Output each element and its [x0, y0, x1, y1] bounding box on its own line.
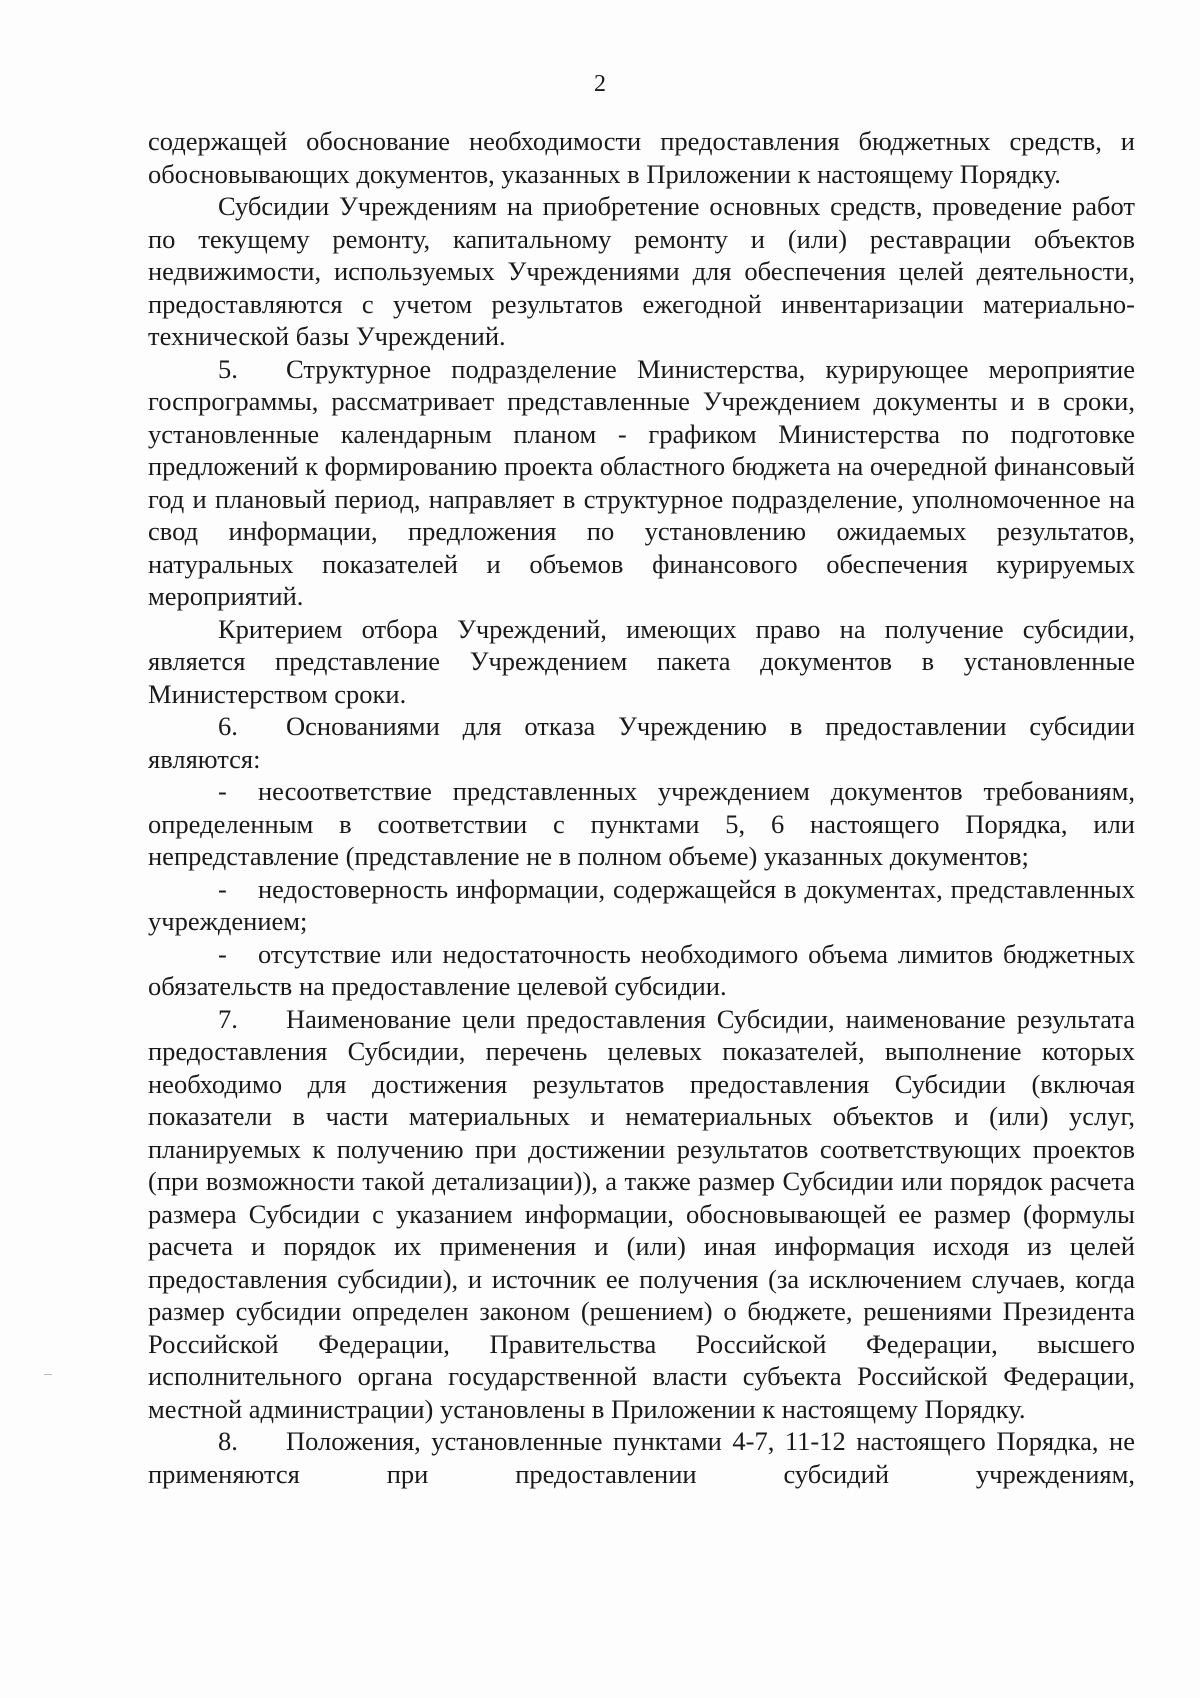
paragraph-number: 5. — [218, 353, 238, 384]
list-item — [148, 938, 1135, 1003]
scan-margin-mark — [44, 1374, 52, 1375]
paragraph — [148, 190, 1135, 353]
paragraph — [148, 1003, 1135, 1426]
paragraph — [148, 710, 1135, 775]
list-item — [148, 873, 1135, 938]
paragraph — [148, 1425, 1135, 1490]
paragraph — [148, 613, 1135, 711]
list-item-text: несоответствие представленных учреждением документов требованиям, определенным в соответствии с пунктами 5, 6 настоящего Порядка, или непредставление (представление не в полном объеме) указанных документов; — [148, 776, 1135, 871]
list-dash: - — [218, 873, 227, 904]
paragraph-number: 6. — [218, 711, 238, 741]
list-item-text: недостоверность информации, содержащейся в документах, представленных учреждением; — [148, 873, 1135, 936]
paragraph-text: Критерием отбора Учреждений, имеющих право на получение субсидии, является представление Учреждением пакета документов в установленные Министерством сроки. — [148, 613, 1135, 709]
paragraph — [148, 125, 1135, 190]
list-item — [148, 775, 1135, 873]
page-number: 2 — [594, 71, 606, 97]
paragraph-number: 7. — [218, 1003, 238, 1034]
paragraph-text: Субсидии Учреждениям на приобретение основных средств, проведение работ по текущему ремонту, капитальному ремонту и (или) реставрации объектов недвижимости, используемых Учреждениями для обеспечения целей деятельности, предоставляются с учетом результатов ежегодной инвентаризации материально-технической базы Учреждений. — [148, 191, 1135, 351]
paragraph-text: Основаниями для отказа Учреждению в предоставлении субсидии являются: — [148, 711, 1135, 774]
list-dash: - — [218, 776, 227, 806]
paragraph-text: содержащей обоснование необходимости предоставления бюджетных средств, и обосновывающих документов, указанных в Приложении к настоящему Порядку. — [148, 126, 1135, 189]
document-body — [148, 125, 1135, 1490]
paragraph-number: 8. — [218, 1426, 238, 1456]
list-item-text: отсутствие или недостаточность необходимого объема лимитов бюджетных обязательств на предоставление целевой субсидии. — [148, 938, 1135, 1001]
paragraph-text: Наименование цели предоставления Субсидии, наименование результата предоставления Субсидии, перечень целевых показателей, выполнение которых необходимо для достижения результатов предоставления Субсидии (включая показатели в части материальных и нематериальных объектов и (или) услуг, планируемых к получению при достижении результатов соответствующих проектов (при возможности такой детализации)), а также размер Субсидии или порядок расчета размера Субсидии с указанием информации, обосновывающей ее размер (формулы расчета и порядок их применения и (или) иная информация исходя из целей предоставления субсидии), и источник ее получения (за исключением случаев, когда размер субсидии определен законом (решением) о бюджете, решениями Президента Российской Федерации, Правительства Российской Федерации, высшего исполнительного органа государственной власти субъекта Российской Федерации, местной администрации) установлены в Приложении к настоящему Порядку. — [148, 1003, 1135, 1424]
paragraph-text: Положения, установленные пунктами 4-7, 11-12 настоящего Порядка, не применяются при предоставлении субсидий учреждениям, — [148, 1426, 1135, 1489]
list-dash: - — [218, 938, 227, 969]
paragraph — [148, 353, 1135, 613]
paragraph-text: Структурное подразделение Министерства, курирующее мероприятие госпрограммы, рассматривает представленные Учреждением документы и в сроки, установленные календарным планом - графиком Министерства по подготовке предложений к формированию проекта областного бюджета на очередной финансовый год и плановый период, направляет в структурное подразделение, уполномоченное на свод информации, предложения по установлению ожидаемых результатов, натуральных показателей и объемов финансового обеспечения курируемых мероприятий. — [148, 353, 1135, 611]
